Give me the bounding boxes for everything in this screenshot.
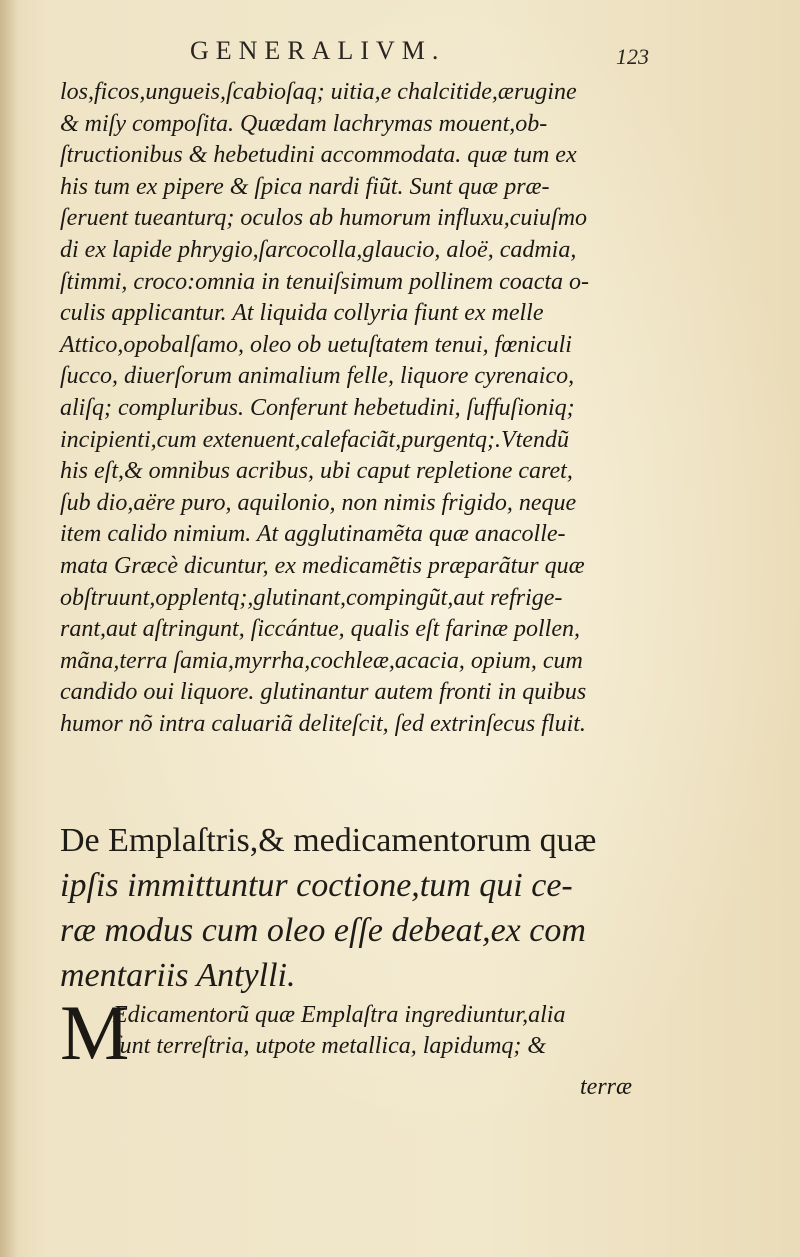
text-line: los,ficos,ungueis,ſcabioſaq; uitia,e chalcitide,ærugine [60, 79, 577, 105]
section-heading [60, 818, 660, 998]
text-line: incipienti,cum extenuent,calefaciãt,purgentq;.Vtendũ [60, 426, 569, 453]
text-line: Attico,opobalſamo, oleo ob uetuſtatem tenui, fœniculi [60, 331, 572, 358]
text-line: his tum ex pipere & ſpica nardi fiũt. Sunt quæ præ- [60, 173, 550, 200]
page-number: 123 [616, 44, 649, 69]
text-line: obſtruunt,opplentq;,glutinant,compingũt,aut refrige- [60, 584, 563, 611]
heading-line: ipſis immittuntur coctione,tum qui ce- [60, 867, 573, 904]
text-line: his eſt,& omnibus acribus, ubi caput repletione caret, [60, 458, 573, 485]
section-paragraph [113, 1000, 673, 1062]
body-paragraph [60, 77, 660, 740]
text-line: di ex lapide phrygio,ſarcocolla,glaucio, aloë, cadmia, [60, 236, 577, 263]
text-line: ſub dio,aëre puro, aquilonio, non nimis frigido, neque [60, 489, 577, 516]
heading-line: mentariis Antylli. [60, 957, 296, 994]
text-line: Edicamentorũ quæ Emplaſtra ingrediuntur,alia [113, 1002, 566, 1028]
text-line: humor nõ intra caluariã deliteſcit, ſed extrinſecus fluit. [60, 710, 586, 737]
text-line: & miſy compoſita. Quædam lachrymas mouent,ob- [60, 110, 548, 137]
heading-line: ræ modus cum oleo eſſe debeat,ex com [60, 912, 586, 949]
text-line: ſtimmi, croco:omnia in tenuiſsimum pollinem coacta o- [60, 268, 590, 295]
drop-cap: M [60, 989, 130, 1076]
text-line: item calido nimium. At agglutinamẽta quæ anacolle- [60, 521, 566, 548]
text-line: aliſq; compluribus. Conferunt hebetudini, ſuffuſioniq; [60, 394, 575, 421]
text-line: mãna,terra ſamia,myrrha,cochleæ,acacia, opium, cum [60, 647, 583, 674]
text-line: rant,aut aſtringunt, ſiccántue, qualis eſt farinæ pollen, [60, 616, 580, 643]
text-line: ſtructionibus & hebetudini accommodata. quæ tum ex [60, 142, 577, 169]
catchword: terræ [580, 1074, 633, 1100]
running-head: GENERALIVM. [190, 36, 446, 65]
text-line: ſucco, diuerſorum animalium felle, liquore cyrenaico, [60, 363, 575, 390]
text-line: culis applicantur. At liquida collyria fiunt ex melle [60, 300, 544, 327]
text-line: candido oui liquore. glutinantur autem fronti in quibus [60, 679, 587, 706]
heading-line: De Emplaſtris,& medicamentorum quæ [60, 822, 597, 859]
spine-shadow [0, 0, 18, 1257]
text-line: mata Græcè dicuntur, ex medicamẽtis præparãtur quæ [60, 552, 585, 579]
text-line: ſunt terreſtria, utpote metallica, lapidumq; & [113, 1033, 547, 1059]
text-line: ſeruent tueanturq; oculos ab humorum influxu,cuiuſmo [60, 205, 588, 232]
